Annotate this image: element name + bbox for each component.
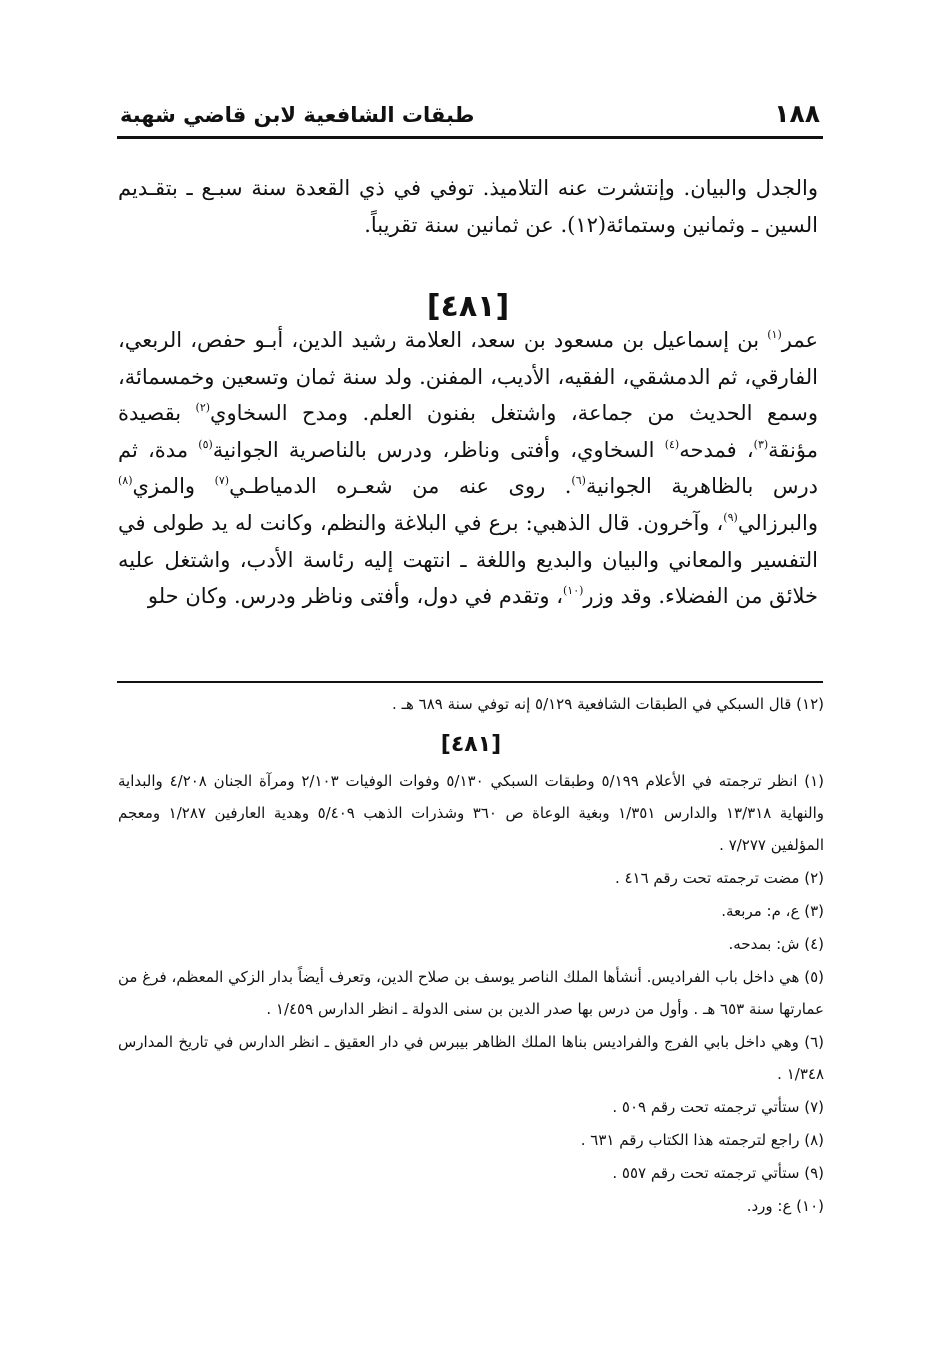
footnote-ref: (١) [767, 328, 782, 341]
footnote-ref: (٨) [118, 474, 133, 488]
header-rule [117, 136, 823, 139]
footnote: (٨) راجع لترجمته هذا الكتاب رقم ٦٣١ . [580, 1131, 824, 1149]
continued-paragraph: والجدل والبيان. وإنتشرت عنه التلاميذ. توفي في ذي القعدة سنة سبـع ـ بتقـديم السين ـ وثمانين وستمائة(١٢). عن ثمانين سنة تقريباً. [118, 176, 818, 237]
bio-text: بن إسماعيل بن مسعود بن سعد، العلامة رشيد الدين، أبـو حفص، الربعي، الفارقي، ثم الدمشقي، الفقيه، الأديب، المفنن. ولد سنة ثمان وتسعين وخمسمائة، وسمع الحديث من جماعة، واشتغل بفنون العلم. ومدح السخاوي [118, 328, 818, 426]
bio-text: السخاوي، وأفتى وناظر، ودرس بالناصرية الجوانية [212, 437, 665, 462]
footnote-ref: (٤) [664, 437, 680, 451]
footnote-ref: (١٠) [562, 584, 584, 598]
footnote: (٩) ستأتي ترجمته تحت رقم ٥٥٧ . [612, 1164, 824, 1182]
footnote: (٢) مضت ترجمته تحت رقم ٤١٦ . [614, 869, 824, 887]
footnote-ref: (٩) [723, 510, 738, 524]
biography-paragraph [118, 322, 818, 615]
footnote-ref: (٢) [195, 401, 211, 415]
bio-text: ، وآخرون. قال الذهبي: برع في البلاغة والنظم، وكانت له يد طولى في التفسير والمعاني والبيان والبديع واللغة ـ انتهت إليه رئاسة الأدب، واشتغل عليه خلائق من الفضلاء. وقد وزر [118, 510, 818, 609]
footnote-rule [117, 681, 823, 683]
footnote: (١٢) قال السبكي في الطبقات الشافعية ٥/١٢٩ إنه توفي سنة ٦٨٩ هـ . [392, 695, 824, 713]
footnote-ref: (٦) [571, 474, 586, 488]
bio-text: ، وتقدم في دول، وأفتى وناظر ودرس. وكان حلو [147, 584, 563, 609]
footnote: (٤) ش: بمدحه. [728, 935, 824, 953]
bio-text: مدة، ثم درس بالظاهرية الجوانية [118, 437, 819, 499]
bio-text: عمر [781, 328, 818, 352]
footnote-ref: (٧) [214, 474, 230, 488]
footnote: (١) انظر ترجمته في الأعلام ٥/١٩٩ وطبقات السبكي ٥/١٣٠ وفوات الوفيات ٢/١٠٣ ومرآة الجنان ٤/٢٠٨ والبداية والنهاية ١٣/٣١٨ والدارس ١/٣٥١ وبغية الوعاة ص ٣٦٠ وشذرات الذهب ٥/٤٠٩ وهدية العارفين ١/٢٨٧ ومعجم المؤلفين ٧/٢٧٧ . [118, 772, 825, 854]
footnote: (٦) وهي داخل بابي الفرج والفراديس بناها الملك الظاهر بيبرس في دار العقيق ـ انظر الدارس في تاريخ المدارس ١/٣٤٨ . [118, 1033, 824, 1083]
entry-number: [٤٨١] [426, 289, 510, 324]
bio-text: بقصيدة مؤنقة [118, 401, 818, 462]
running-title: طبقات الشافعية لابن قاضي شهبة [120, 103, 475, 127]
previous-entry-footnote [118, 688, 824, 721]
footnotes-entry-number: [٤٨١] [440, 732, 502, 757]
bio-text: . روى عنه من شعـره الدمياطـي [229, 474, 572, 499]
footnote: (٥) هي داخل باب الفراديس. أنشأها الملك الناصر يوسف بن صلاح الدين، وتعرف أيضاً بدار الزكي المعظم، فرغ من عمارتها سنة ٦٥٣ هـ . وأول من درس بها صدر الدين بن سنى الدولة ـ انظر الدارس ١/٤٥٩ . [118, 968, 824, 1018]
bio-text: والمزي [132, 474, 215, 499]
footnote-ref: (٥) [198, 437, 213, 451]
footnote: (٧) ستأتي ترجمته تحت رقم ٥٠٩ . [612, 1098, 824, 1116]
page-number: ١٨٨ [774, 99, 820, 128]
footnote-list [118, 765, 824, 1223]
bio-text: ، فمدحه [679, 437, 754, 462]
footnote: (١٠) ع: ورد. [746, 1197, 824, 1215]
bio-text: والبرزالي [737, 510, 818, 535]
footnote: (٣) ع، م: مربعة. [721, 902, 824, 920]
page-header [120, 82, 820, 126]
footnote-ref: (٣) [753, 437, 769, 451]
